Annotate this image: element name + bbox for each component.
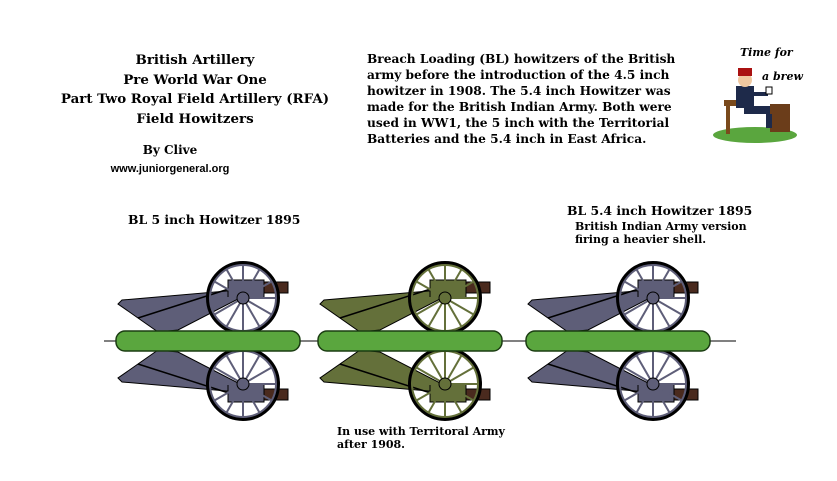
wheel-hub: [237, 378, 249, 390]
howitzer-bl54-gray: [526, 263, 710, 419]
wheel-hub: [647, 378, 659, 390]
intro-line: used in WW1, the 5 inch with the Territorial: [367, 116, 670, 130]
gun-half-upper: [320, 263, 490, 333]
intro-line: Breach Loading (BL) howitzers of the British: [367, 52, 676, 66]
wheel-hub: [439, 292, 451, 304]
intro-line: howitzer in 1908. The 5.4 inch Howitzer was: [367, 84, 671, 98]
howitzer-bl5-green: [318, 263, 502, 419]
gun-half-lower: [118, 349, 288, 419]
gun-base: [318, 331, 502, 351]
gun-note-line: after 1908.: [337, 438, 406, 451]
gun-note-line: British Indian Army version: [575, 220, 747, 233]
gun-label-1: BL 5 inch Howitzer 1895: [128, 212, 301, 227]
gun-note-line: In use with Territoral Army: [337, 425, 505, 438]
title-line: Part Two Royal Field Artillery (RFA): [60, 91, 330, 107]
gun-half-lower: [528, 349, 698, 419]
title-line: British Artillery: [135, 52, 255, 68]
title-line: Field Howitzers: [136, 110, 254, 127]
intro-line: Batteries and the 5.4 inch in East Africa.: [367, 132, 647, 146]
wheel-hub: [647, 292, 659, 304]
title-line: Pre World War One: [123, 71, 267, 88]
wheel-hub: [439, 378, 451, 390]
gun-half-upper: [528, 263, 698, 333]
intro-line: made for the British Indian Army. Both were: [367, 100, 672, 114]
website-link[interactable]: www.juniorgeneral.org: [110, 163, 230, 175]
gun-note-line: firing a heavier shell.: [575, 233, 707, 246]
gun-label-3: BL 5.4 inch Howitzer 1895: [567, 203, 753, 218]
gun-base: [116, 331, 300, 351]
brew-line-2: a brew: [762, 70, 803, 83]
byline: By Clive: [142, 143, 198, 157]
intro-line: army before the introduction of the 4.5 inch: [367, 68, 670, 82]
gun-base: [526, 331, 710, 351]
brew-line-1: Time for: [740, 46, 793, 59]
gun-half-lower: [320, 349, 490, 419]
howitzer-bl5-gray: [116, 263, 300, 419]
gun-half-upper: [118, 263, 288, 333]
wheel-hub: [237, 292, 249, 304]
